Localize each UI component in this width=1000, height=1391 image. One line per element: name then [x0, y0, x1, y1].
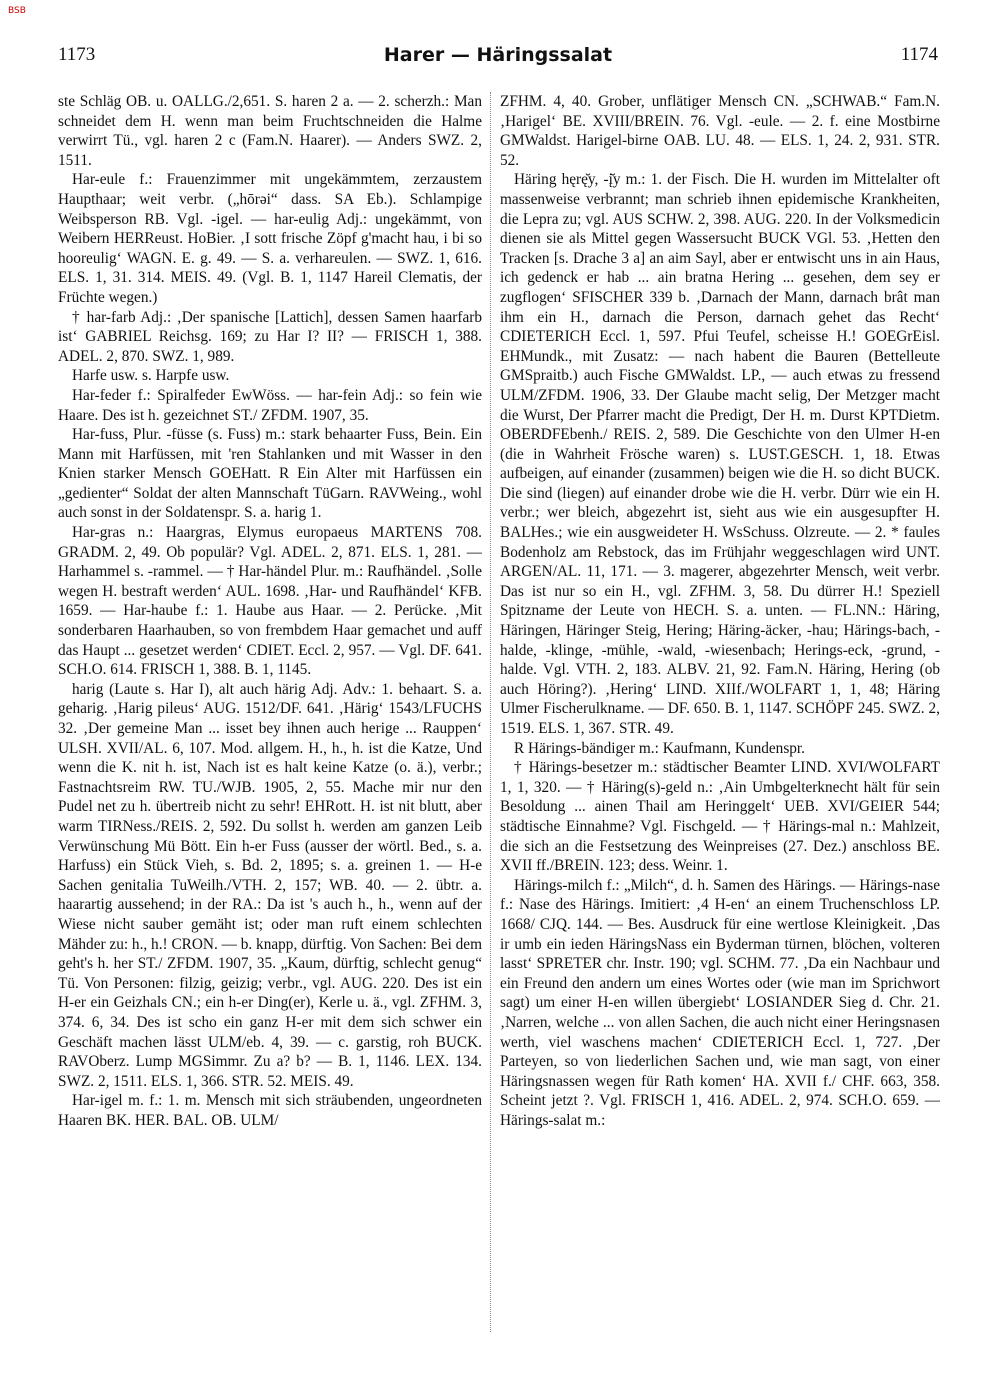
- left-column: [58, 92, 482, 1342]
- entry-haering: Häring hęrę̆y, -į̆y m.: 1. der Fisch. Die H. wurden im Mittelalter oft massenweise verbrannt; man schrieb ihnen epidemische Krankheiten, die Lepra zu; vgl. AUS SCHW. 2, 398. AUG. 220. In der Volksmedicin dienen sie als Mittel gegen Wassersucht BUCK VGl. 53. ‚Hetten den Tracken [s. Drache 3 a] an aim Sayl, aber er entwischt uns in ain Haus, ich gedenck er hab ... ain bratna Hering ... gesehen, dem sey er zugflogen‘ SFISCHER 339 b. ‚Darnach der Mann, darnach brât man ihm ein H., darnach die Person, darnach gehet das Recht‘ CDIETERICH Eccl. 1, 597. Pfui Teufel, scheisse H.! GOEGrEisl. EHMundk., mit Zusatz: — nach habent die Bauren (Bettelleute GMSpraitb.) auch Fische GMWaldst. LP., — auch etwas zu fressend ULM/ZFDM. 1906, 33. Der Glaube macht selig, Der Metzger macht die Wurst, Der Pfarrer macht die Predigt, Der H. m. Durst KPTDietm. OBERDFEbenh./ REIS. 2, 589. Die Geschichte von den Ulmer H-en (die in Wahrheit Frösche waren) s. LUST.GESCH. 1, 18. Etwas aufbeigen, auf einander (zusammen) beigen wie die H. so dicht BUCK. Die sind (liegen) auf einander drobe wie die H. verbr. Dürr wie ein H. verbr.; wer bleich, abgezehrt ist, sieht aus wie ein ausgesupfter H. BALHes.; wie ein ausgweideter H. WsSchuss. Olzreute. — 2. * faules Bodenholz am Rebstock, das im Frühjahr weggeschlagen wird UNT. ARGEN/AL. 11, 171. — 3. magerer, abgezehrter Mensch, weit verbr. Das ist nur so ein H., vgl. ZFHM. 3, 58. Du dürrer H.! Speziell Spitzname der Leute von HECH. S. a. unten. — FL.NN.: Häring, Häringen, Häringer Steig, Hering; Häring-äcker, -hau; Härings-bach, -halde, -klinge, -mühle, -wald, -wiesenbach; Herings-eck, -grund, -halde. Vgl. VTH. 2, 183. ALBV. 21, 92. Fam.N. Häring, Hering (ob auch Höring?). ‚Hering‘ LIND. XIIf./WOLFART 1, 1, 48; Häring Ulmer Fischerulkname. — DF. 650. B. 1, 1147. SCHÖPF 245. SWZ. 2, 1519. ELS. 1, 367. STR. 49.: [500, 171, 940, 737]
- running-title: Harer — Häringssalat: [383, 44, 613, 66]
- page-number-right: 1174: [900, 44, 938, 65]
- page-header: [58, 44, 938, 70]
- entry-continuation: ste Schläg OB. u. OALLG./2,651. S. haren 2 a. — 2. scherzh.: Man schneidet dem H. wenn man beim Fruchtschneiden die Halme verwirrt Tü., vgl. haren 2 c (Fam.N. Haarer). — Anders SWZ. 2, 1511.: [58, 93, 482, 169]
- entry-har-fuss: Har-fuss, Plur. -füsse (s. Fuss) m.: stark behaarter Fuss, Bein. Ein Mann mit Harfüssen, mit 'ren Stahlanken und mit Wasser in den Knien starker Mensch GOEHatt. R Ein Alter mit Harfüssen ein „gedienter“ Soldat der alten Mannschaft TüGarn. RAVWeing., wohl auch sonst in der Soldatenspr. S. a. harig 1.: [58, 426, 482, 522]
- entry-har-farb: † har-farb Adj.: ‚Der spanische [Lattich], dessen Samen haarfarb ist‘ GABRIEL Reichsg. 169; zu Har I? II? — FRISCH 1, 388. ADEL. 2, 870. SWZ. 1, 989.: [58, 308, 482, 365]
- library-stamp: BSB: [8, 6, 26, 16]
- entry-har-feder: Har-feder f.: Spiralfeder EwWöss. — har-fein Adj.: so fein wie Haare. Des ist h. gezeichnet ST./ ZFDM. 1907, 35.: [58, 386, 482, 424]
- entry-haerings-besetzer: † Härings-besetzer m.: städtischer Beamter LIND. XVI/WOLFART 1, 1, 320. — † Häring(s)-geld n.: ‚Ain Umbgelterknecht hält für sein Besoldung ... ainen Thail am Heringgelt‘ UEB. XVI/GEIER 544; städtische Einnahme? Vgl. Fischgeld. — † Härings-mal n.: Mahlzeit, die sich an die Festsetzung des Weinpreises (27. Dez.) anschloss BE. XVII ff./BREIN. 123; dess. Weinr. 1.: [500, 759, 940, 875]
- entry-haerings-milch: Härings-milch f.: „Milch“, d. h. Samen des Härings. — Härings-nase f.: Nase des Härings. Imitiert: ‚4 H-en‘ an einem Truchenschloss LP. 1668/ CJQ. 144. — Bes. Ausdruck für eine wertlose Kleinigkeit. ‚Das ir umb ein ieden HäringsNass ein Byderman türnen, blöchen, volteren lasst‘ SPRETER chr. Instr. 190; vgl. SCHM. 77. ‚Da ein Nachbaur und ein Freund den andern um eines Wortes oder (wie man im Sprichwort sagt) um einer H-en willen übergiebt‘ LOSIANDER Sieg d. Chr. 21. ‚Narren, welche ... von allen Sachen, die auch nicht einer Heringsnasen werth, viel waschens machen‘ CDIETERICH Eccl. 1, 727. ‚Der Parteyen, so von liederlichen Sachen und, wie man sagt, von einer Häringsnassen wegen für Rath komen‘ HA. XVII f./ CHF. 663, 358. Scheint jetzt ?. Vgl. FRISCH 1, 416. ADEL. 2, 974. SCH.O. 659. — Härings-salat m.:: [500, 876, 940, 1129]
- column-divider: [490, 92, 491, 1332]
- entry-har-eule: Har-eule f.: Frauenzimmer mit ungekämmtem, zerzaustem Haupthaar; weit verbr. („hōrəi“ dass. SA Eb.). Schlampige Weibsperson RB. Vgl. -igel. — har-eulig Adj.: ungekämmt, von Weibern HERReust. HoBier. ‚I sott frische Zöpf g'macht hau, i bi so hooreulig‘ WAGN. E. g. 49. — S. a. verhareulen. — SWZ. 1, 616. ELS. 1, 31. 314. MEIS. 49. (Vgl. B. 1, 1147 Hareil Clematis, der Früchte wegen.): [58, 171, 482, 306]
- entry-har-gras: Har-gras n.: Haargras, Elymus europaeus MARTENS 708. GRADM. 2, 49. Ob populär? Vgl. ADEL. 2, 871. ELS. 1, 281. — Harhammel s. -rammel. — † Har-händel Plur. m.: Raufhändel. ‚Solle wegen H. bestraft werden‘ AUL. 1698. ‚Har- und Raufhändel‘ KFB. 1659. — Har-haube f.: 1. Haube aus Haar. — 2. Perücke. ‚Mit sonderbaren Haarhauben, so von frembdem Haar gemachet und auff das Haupt ... gesetzet werden‘ CDIET. Eccl. 2, 957. — Vgl. DF. 641. SCH.O. 614. FRISCH 1, 388. B. 1, 1145.: [58, 524, 482, 679]
- entry-harig: harig (Laute s. Har I), alt auch härig Adj. Adv.: 1. behaart. S. a. geharig. ‚Harig pileus‘ AUG. 1512/DF. 641. ‚Härig‘ 1543/LFUCHS 32. ‚Der gemeine Man ... isset bey ihnen auch herige ... Rauppen‘ ULSH. XVII/AL. 6, 107. Mod. allgem. H., h., h. ist die Katze, Und wenn die K. nit h. ist, Nach ist es halt keine Katze (o. ä.), verbr.; Fastnachtsreim RW. TU./WJB. 1905, 2, 55. Mache mir nur den Pudel net zu h. übertreib nicht zu sehr! EHRott. H. ist nit blutt, aber warm TIRNess./REIS. 2, 592. Du sollst h. werden am ganzen Leib Verwünschung Mü Bött. Ein h-er Fuss (ausser der wörtl. Bed., s. a. Harfuss) ein Stück Vieh, s. Bd. 2, 1895; s. a. greinen 1. — H-e Sachen genitalia TuWeilh./VTH. 2, 157; WB. 40. — 2. übtr. a. haarartig aussehend; in der RA.: Da ist 's auch h., h., wenn auf der Wiese nicht sauber gemäht ist; oder man ruft einem schlechten Mähder zu: h., h.! CRON. — b. knapp, dürftig. Von Sachen: Bei dem geht's h. her ST./ ZFDM. 1907, 35. „Kaum, dürftig, schlecht genug“ Tü. Von Personen: filzig, geizig; verbr., vgl. AUG. 220. Des ist ein H-er ein Geizhals CN.; ein h-er Ding(er), Kerle u. ä., vgl. ZFHM. 3, 374. 6, 34. Des ist scho ein ganz H-er mit dem sich schwer ein Geschäft machen lässt ULM/eb. 4, 39. — c. garstig, roh BUCK. RAVOberz. Lump MGSimmr. Zu a? b? — B. 1, 1146. LEX. 134. SWZ. 2, 1511. ELS. 1, 366. STR. 52. MEIS. 49.: [58, 680, 482, 1090]
- entry-harfe: Harfe usw. s. Harpfe usw.: [72, 367, 230, 385]
- page-number-left: 1173: [58, 44, 96, 65]
- entry-har-igel: Har-igel m. f.: 1. m. Mensch mit sich sträubenden, ungeordneten Haaren BK. HER. BAL. OB. ULM/: [58, 1092, 482, 1129]
- entry-haerings-baendiger: R Härings-bändiger m.: Kaufmann, Kundenspr.: [514, 739, 806, 757]
- right-column: [500, 92, 940, 1342]
- entry-continuation-right: ZFHM. 4, 40. Grober, unflätiger Mensch CN. „SCHWAB.“ Fam.N. ‚Harigel‘ BE. XVIII/BREIN. 76. Vgl. -eule. — 2. f. eine Mostbirne GMWaldst. Harigel-birne OAB. LU. 48. — ELS. 1, 24. 2, 931. STR. 52.: [500, 93, 940, 169]
